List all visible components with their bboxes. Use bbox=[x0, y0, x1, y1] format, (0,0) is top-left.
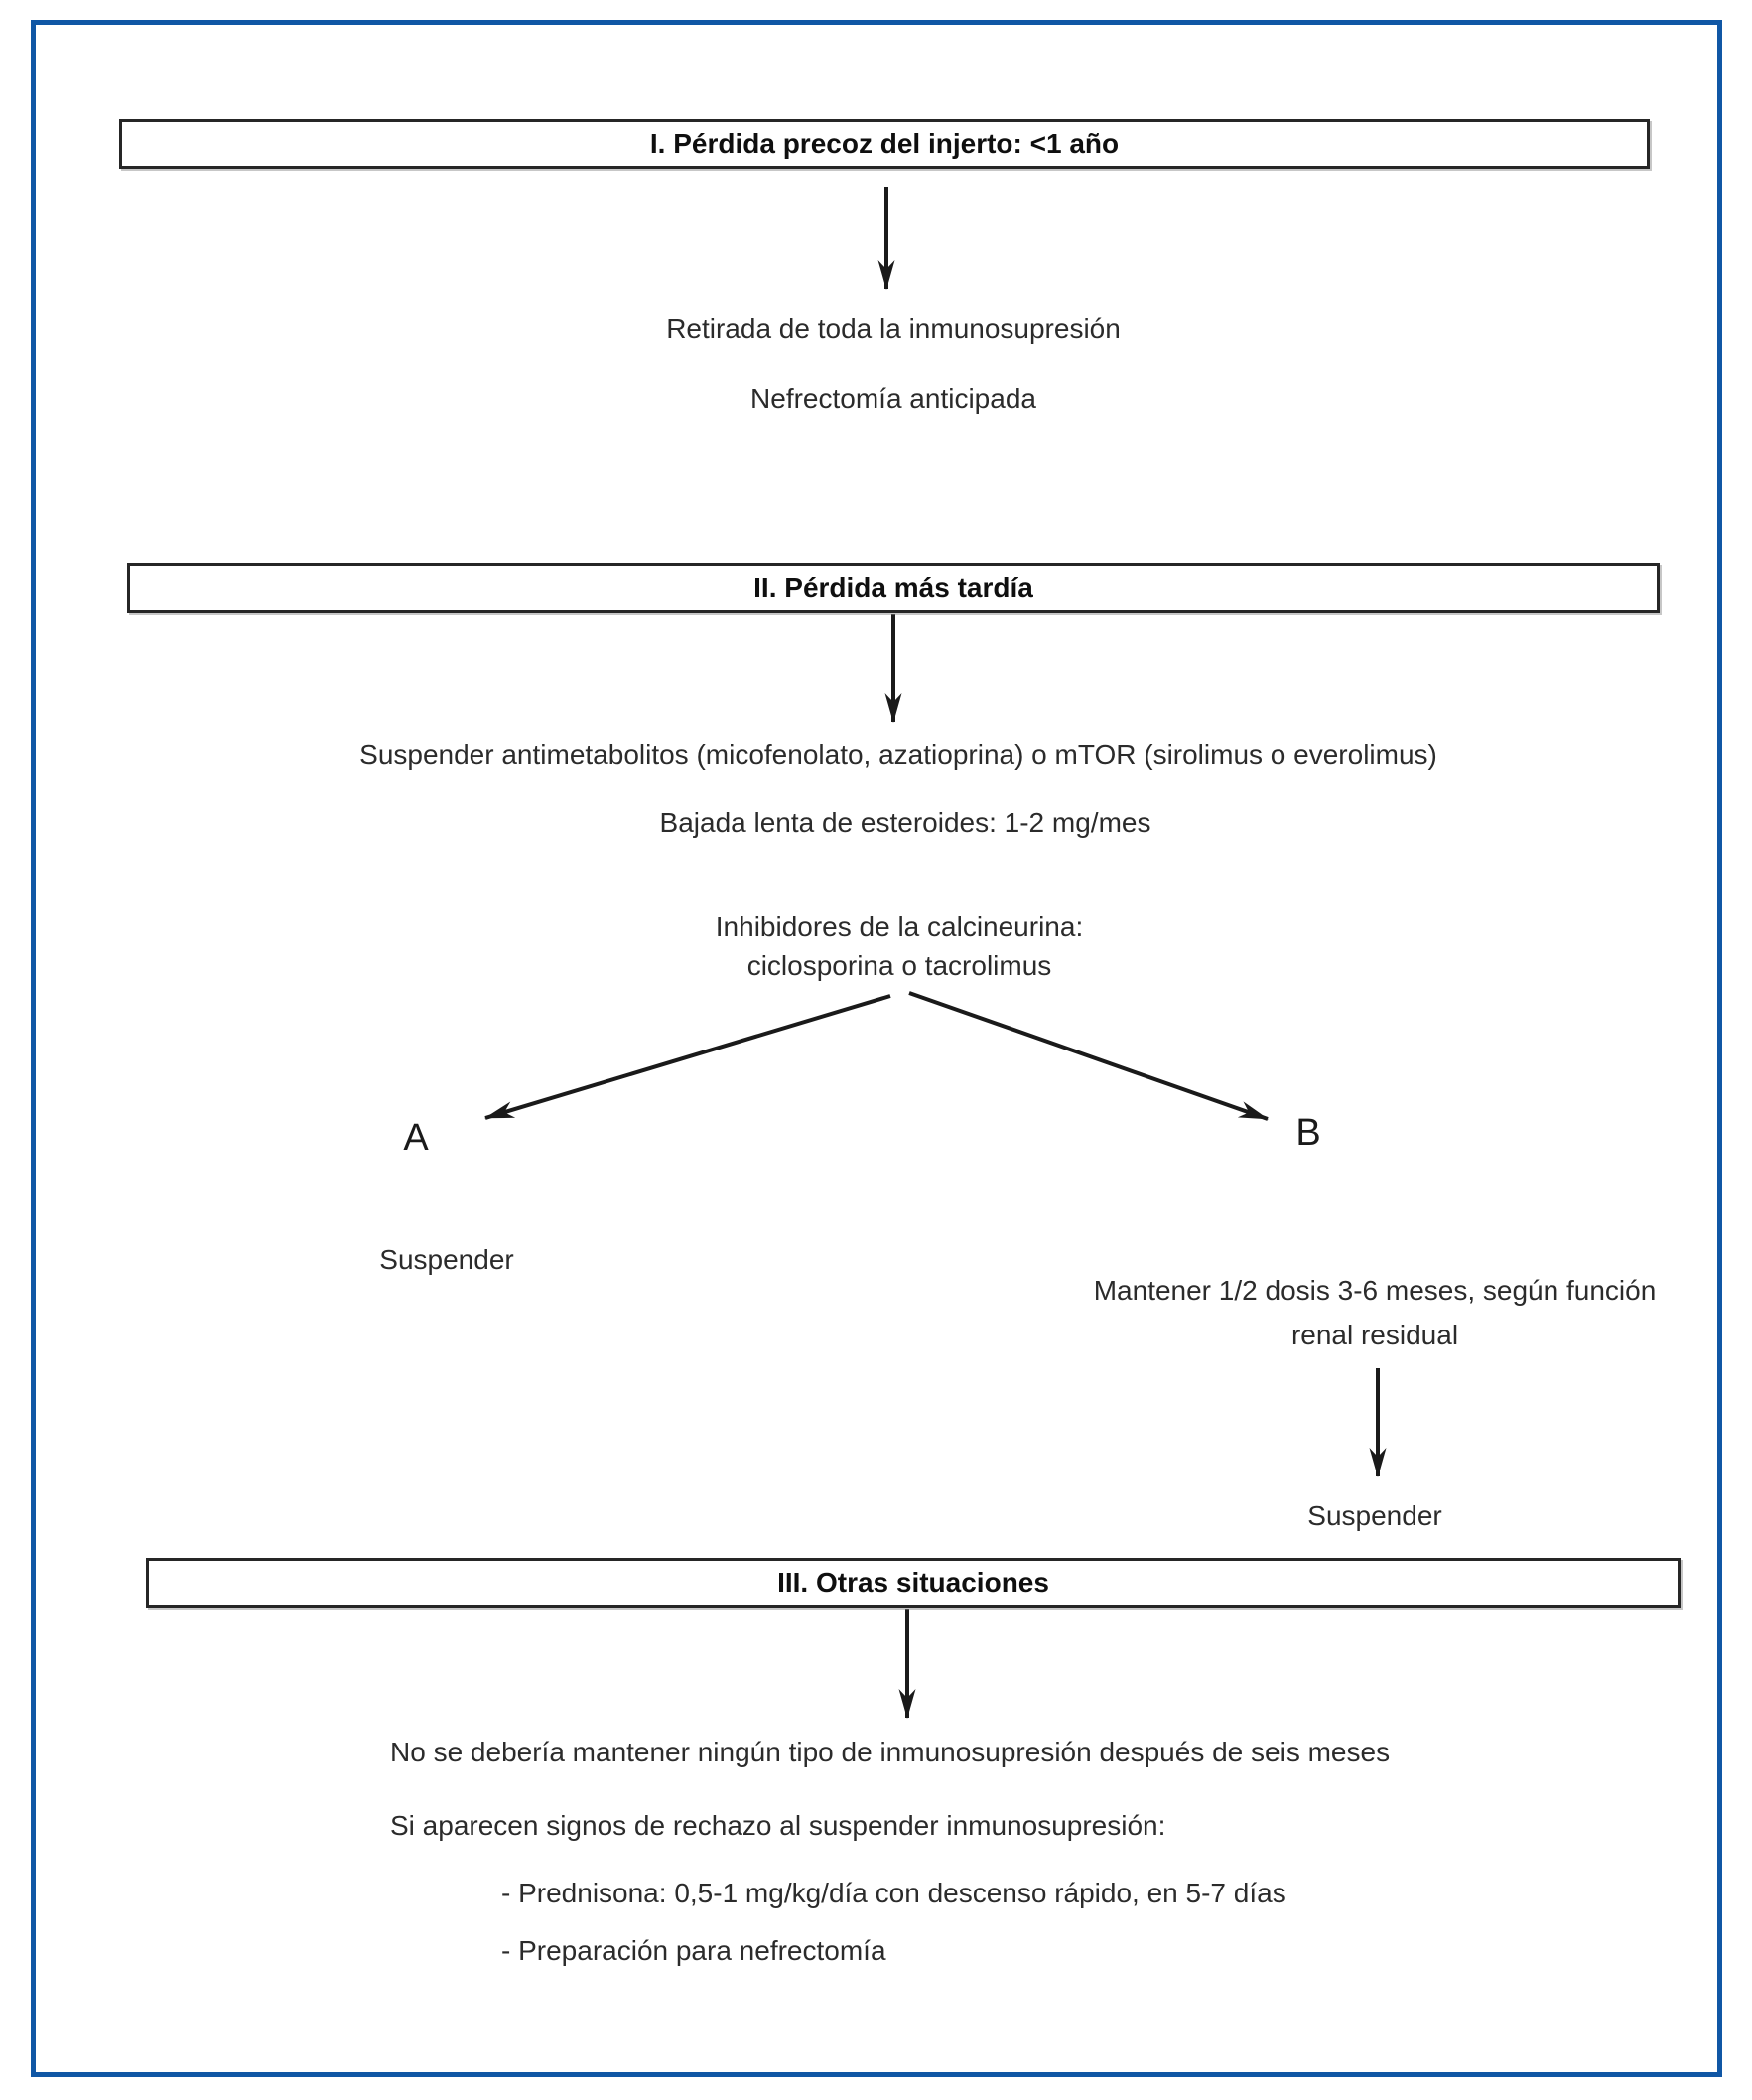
section2-cni-line2-text: ciclosporina o tacrolimus bbox=[746, 950, 1052, 981]
branch-a-label: A bbox=[403, 1117, 429, 1159]
branch-b-mantener-line1-text: Mantener 1/2 dosis 3-6 meses, según función bbox=[1093, 1275, 1657, 1306]
section2-header-box: II. Pérdida más tardía bbox=[127, 563, 1660, 613]
section1-nefrectomia-text: Nefrectomía anticipada bbox=[750, 383, 1036, 414]
section1-header-box: I. Pérdida precoz del injerto: <1 año bbox=[119, 119, 1650, 169]
section3-header-box: III. Otras situaciones bbox=[146, 1558, 1681, 1608]
section2-bajada-text: Bajada lenta de esteroides: 1-2 mg/mes bbox=[659, 807, 1151, 838]
section2-antimetabolitos-text: Suspender antimetabolitos (micofenolato, azatioprina) o mTOR (sirolimus o everolimus) bbox=[359, 739, 1437, 770]
section1-retirada-text: Retirada de toda la inmunosupresión bbox=[666, 313, 1121, 344]
arrow-branch-a-icon bbox=[485, 996, 890, 1118]
section3-line2-text: Si aparecen signos de rechazo al suspender inmunosupresión: bbox=[390, 1810, 1166, 1841]
section3-prednisona-item: - Prednisona: 0,5-1 mg/kg/día con descenso rápido, en 5-7 días bbox=[501, 1878, 1286, 1908]
section3-line1-text: No se debería mantener ningún tipo de inmunosupresión después de seis meses bbox=[390, 1737, 1391, 1767]
section3-preparacion-item: - Preparación para nefrectomía bbox=[501, 1935, 886, 1966]
branch-b-suspender-text: Suspender bbox=[1307, 1500, 1442, 1531]
branch-b-mantener-line2-text: renal residual bbox=[1290, 1320, 1459, 1350]
branch-a-suspender-text: Suspender bbox=[379, 1244, 514, 1275]
branch-b-label: B bbox=[1295, 1112, 1321, 1154]
section2-cni-line1-text: Inhibidores de la calcineurina: bbox=[715, 911, 1084, 942]
arrow-branch-b-icon bbox=[909, 993, 1268, 1119]
